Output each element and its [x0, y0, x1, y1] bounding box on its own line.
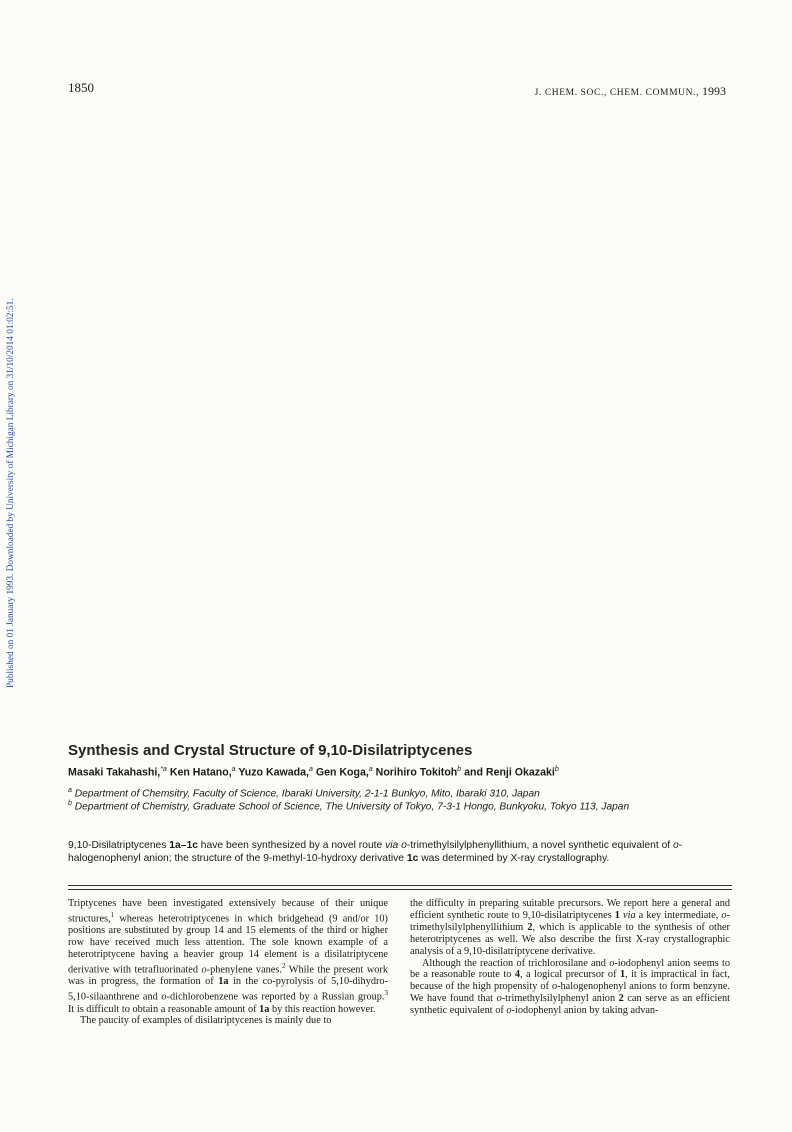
- abstract-text: was determined by X-ray crystallography.: [418, 853, 610, 865]
- running-head: [535, 84, 726, 99]
- compound-label: 2: [618, 993, 624, 1005]
- author-mark: *a: [160, 766, 167, 773]
- abstract-divider: [68, 889, 732, 890]
- author-list: [68, 766, 738, 779]
- body-text: -phenylene vanes.: [206, 964, 282, 976]
- abstract: [68, 839, 732, 866]
- journal-name: J. CHEM. SOC., CHEM. COMMUN.,: [534, 88, 700, 98]
- abstract-text: -trimethylsilylphenyllithium, a novel synthetic equivalent of: [406, 840, 674, 851]
- body-text: can serve as an efficient synthetic equivalent of: [410, 993, 730, 1017]
- body-text: -trimethylsilylphenyl anion: [501, 993, 619, 1005]
- affiliation-b: [68, 797, 738, 813]
- body-text: , which is applicable to the synthesis of other heterotriptycenes as well. We also describe the first X-ray crystallographic analysis of a 9,10-disilatriptycene derivative.: [410, 921, 730, 957]
- body-text: a key intermediate,: [635, 909, 722, 921]
- body-italic: o: [201, 964, 207, 976]
- page-number: 1850: [68, 80, 94, 95]
- compound-label: 1: [619, 969, 626, 981]
- compound-label: 1: [614, 909, 620, 921]
- body-text: -iodophenyl anion by taking advan-: [511, 1005, 659, 1017]
- author-mark: a: [308, 766, 313, 773]
- body-italic: o: [551, 981, 558, 993]
- compound-label: 2: [527, 921, 533, 933]
- body-paragraph: [68, 898, 388, 1015]
- compound-label: 1a: [259, 1003, 270, 1015]
- article-title: Synthesis and Crystal Structure of 9,10-Disilatriptycenes: [68, 742, 473, 759]
- affiliation-mark: b: [68, 800, 72, 807]
- compound-label: 1a: [218, 976, 229, 988]
- compound-label: 4: [514, 969, 520, 981]
- reference-mark[interactable]: 2: [281, 961, 286, 970]
- body-paragraph: [410, 958, 730, 1018]
- body-italic: o: [161, 991, 167, 1003]
- abstract-text: have been synthesized by a novel route: [197, 840, 386, 851]
- author-name: Norihiro Tokitoh: [375, 766, 458, 779]
- compound-label: 1a–1c: [169, 840, 198, 851]
- reference-mark[interactable]: 1: [110, 910, 115, 919]
- author-mark: a: [231, 766, 236, 773]
- body-text: , a logical precursor of: [520, 969, 620, 981]
- body-text: whereas heterotriptycenes in which bridgehead (9 and/or 10) positions are substituted by group 14 and 15 elements of the third or higher row have received much less attention. The sole known example of a heterotriptycene having a heavier group 14 element is a disilatriptycene derivative with tetrafluorinated: [68, 913, 388, 976]
- abstract-italic: via o: [385, 840, 407, 851]
- author-mark: b: [554, 766, 559, 773]
- compound-label: 1c: [406, 853, 419, 865]
- author-mark: b: [457, 766, 462, 773]
- body-text: by this reaction however.: [269, 1003, 376, 1015]
- author-name: Ken Hatano,: [169, 766, 232, 779]
- body-column-right: [410, 898, 730, 1017]
- body-italic: o: [721, 909, 727, 921]
- body-text: Although the reaction of trichlorosilane and: [422, 957, 610, 969]
- body-text: Triptycenes have been investigated extensively because of their unique structures,: [68, 898, 388, 925]
- body-text: -dichlorobenzene was reported by a Russian group.: [166, 991, 385, 1003]
- body-column-left: [68, 898, 388, 1027]
- reference-mark[interactable]: 3: [384, 989, 388, 998]
- body-italic: o: [609, 957, 615, 969]
- author-name: and Renji Okazaki: [464, 766, 555, 779]
- body-italic: via: [623, 909, 636, 921]
- body-text: -trimethylsilylphenyllithium: [410, 909, 730, 933]
- body-text: It is difficult to obtain a reasonable amount of: [68, 1003, 260, 1015]
- author-mark: a: [368, 766, 373, 773]
- body-italic: o: [496, 993, 502, 1005]
- body-text: While the present work was in progress, the formation of: [68, 964, 389, 988]
- journal-year: 1993: [702, 84, 726, 98]
- body-italic: o: [506, 1005, 512, 1017]
- body-text: the difficulty in preparing suitable precursors. We report here a general and efficient synthetic route to 9,10-disilatriptycenes: [410, 898, 730, 921]
- author-name: Yuzo Kawada,: [238, 766, 309, 779]
- abstract-italic: o: [673, 840, 679, 851]
- abstract-text: -halogenophenyl anion; the structure of the 9-methyl-10-hydroxy derivative: [68, 840, 683, 865]
- body-paragraph: [410, 898, 730, 958]
- affiliation-text: Department of Chemistry, Graduate School of Science, The University of Tokyo, 7-3-1 Hongo, Bunkyoku, Tokyo 113, Japan: [74, 801, 630, 813]
- body-text: , it is impractical in fact, because of the high propensity of: [410, 969, 730, 993]
- abstract-divider: [68, 885, 732, 886]
- download-notice-text[interactable]: Published on 01 January 1993. Downloaded by University of Michigan Library on 31/10/2014 01:02:51.: [6, 298, 16, 688]
- body-paragraph: The paucity of examples of disilatriptycenes is mainly due to: [80, 1015, 332, 1027]
- author-name: Gen Koga,: [315, 766, 369, 779]
- abstract-text: 9,10-Disilatriptycenes: [68, 840, 170, 851]
- affiliation-text: Department of Chemsitry, Faculty of Science, Ibaraki University, 2-1-1 Bunkyo, Mito, Ibaraki 310, Japan: [74, 788, 540, 800]
- author-name: Masaki Takahashi,: [68, 766, 161, 779]
- body-text: -iodophenyl anion seems to be a reasonable route to: [410, 957, 730, 981]
- affiliation-mark: a: [68, 787, 72, 794]
- body-text: -halogenophenyl anions to form benzyne. We have found that: [410, 981, 730, 1005]
- body-text: in the co-pyrolysis of 5,10-dihydro-5,10-silaanthrene and: [68, 976, 388, 1003]
